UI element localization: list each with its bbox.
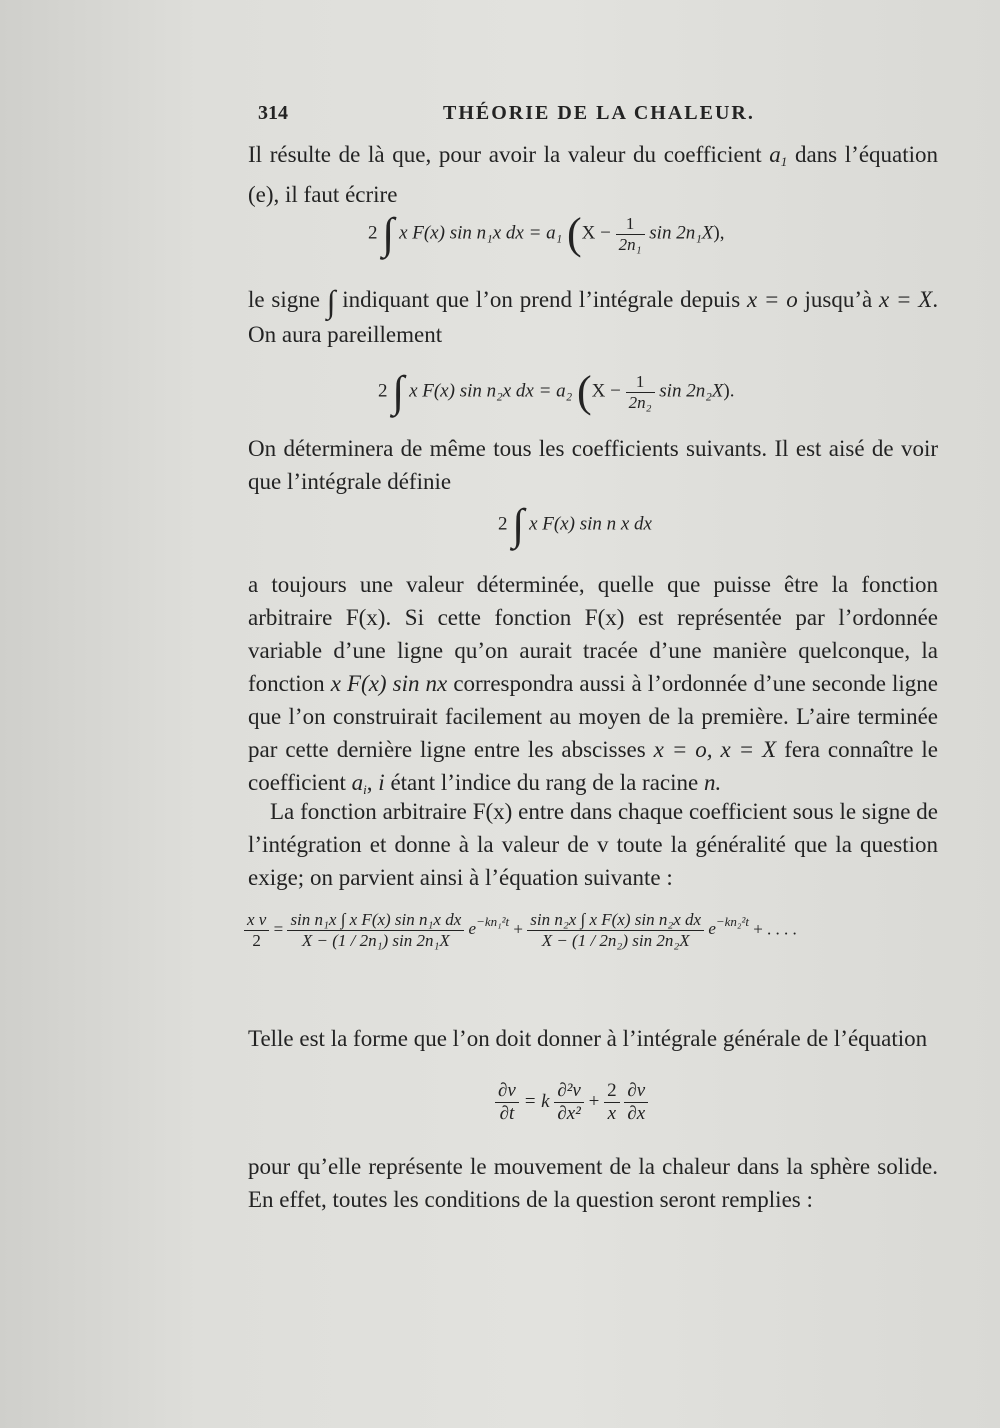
equation-3: 2 ∫ x F(x) sin n x dx (498, 500, 652, 549)
paragraph-2: le signe ∫ indiquant que l’on prend l’intégrale depuis x = o jusqu’à x = X. On aura pareillement (248, 283, 939, 347)
page-number: 314 (258, 102, 288, 124)
equation-2: 2 ∫ x F(x) sin n₂x dx = a₂ (X − $\frac{1}{\text{2n₂}}$ sin 2n₂X). (378, 367, 735, 416)
p1-text-b: dans l’équation (794, 142, 939, 167)
running-title: THÉORIE DE LA CHALEUR. (443, 102, 755, 124)
coef-a1: $a_1$ (769, 142, 788, 169)
heat-equation: $\frac{\partial v}{\partial t}$ = k $\frac{\text{∂²v}}{\text{∂x²}}$ + $\frac{2}{x}$ $\frac{\partial v}{\partial x}$ (495, 1080, 648, 1125)
paragraph-6: Telle est la forme que l’on doit donner à l’intégrale générale de l’équation (248, 1026, 928, 1051)
paragraph-3: On déterminera de même tous les coefficients suivants. Il est aisé de voir que l’intégrale définie (248, 436, 938, 494)
integral-sign-inline: ∫ (326, 283, 336, 320)
p1-text-a: Il résulte de là que, pour avoir la valeur du coefficient (248, 142, 762, 167)
paragraph-1 (248, 138, 938, 211)
equation-1: 2 ∫ x F(x) sin n₁x dx = a₁ (X − $\frac{1}{\text{2n₁}}$ sin 2n₁X), (368, 209, 725, 258)
integral-sign: ∫ (382, 209, 395, 258)
coef-ai: $a_i$ (351, 770, 367, 797)
equation-4: $\frac{\text{x v}}{2}$ = $\frac{\text{sin n₁x ∫ x F(x) sin n₁x dx}}{\text{X − (1 / 2n₁) sin 2n₁X}}$ $e^{-kn_1^2t}$ + $\frac{\text{sin n₂x ∫ x F(x) sin n₂x dx}}{\text{X − (1 / 2n₂) sin 2n₂X}}$ $e^{-kn_2^2t}$ + . . . . (244, 910, 797, 951)
page-header (258, 102, 942, 132)
p1-text-c: (e), il faut écrire (248, 182, 398, 207)
paragraph-5: La fonction arbitraire F(x) entre dans chaque coefficient sous le signe de l’intégration et donne à la valeur de v toute la généralité que la question exige; on parvient ainsi à l’équation suivante : (248, 799, 938, 890)
paragraph-7: pour qu’elle représente le mouvement de la chaleur dans la sphère solide. En effet, toutes les conditions de la question seront remplies : (248, 1154, 938, 1212)
paragraph-4: a toujours une valeur déterminée, quelle que puisse être la fonction arbitraire F(x). Si cette fonction F(x) est représentée par l’ordonnée variable d’une ligne qu’on aurait tracée d’une manière quelconque, la fonction x F(x) sin nx correspondra aussi à l’ordonnée d’une seconde ligne que l’on construirait facilement au moyen de la première. L’aire terminée par cette dernière ligne entre les abscisses x = o, x = X fera connaître le coefficient $a_i$, i étant l’indice du rang de la racine n. (248, 572, 939, 797)
